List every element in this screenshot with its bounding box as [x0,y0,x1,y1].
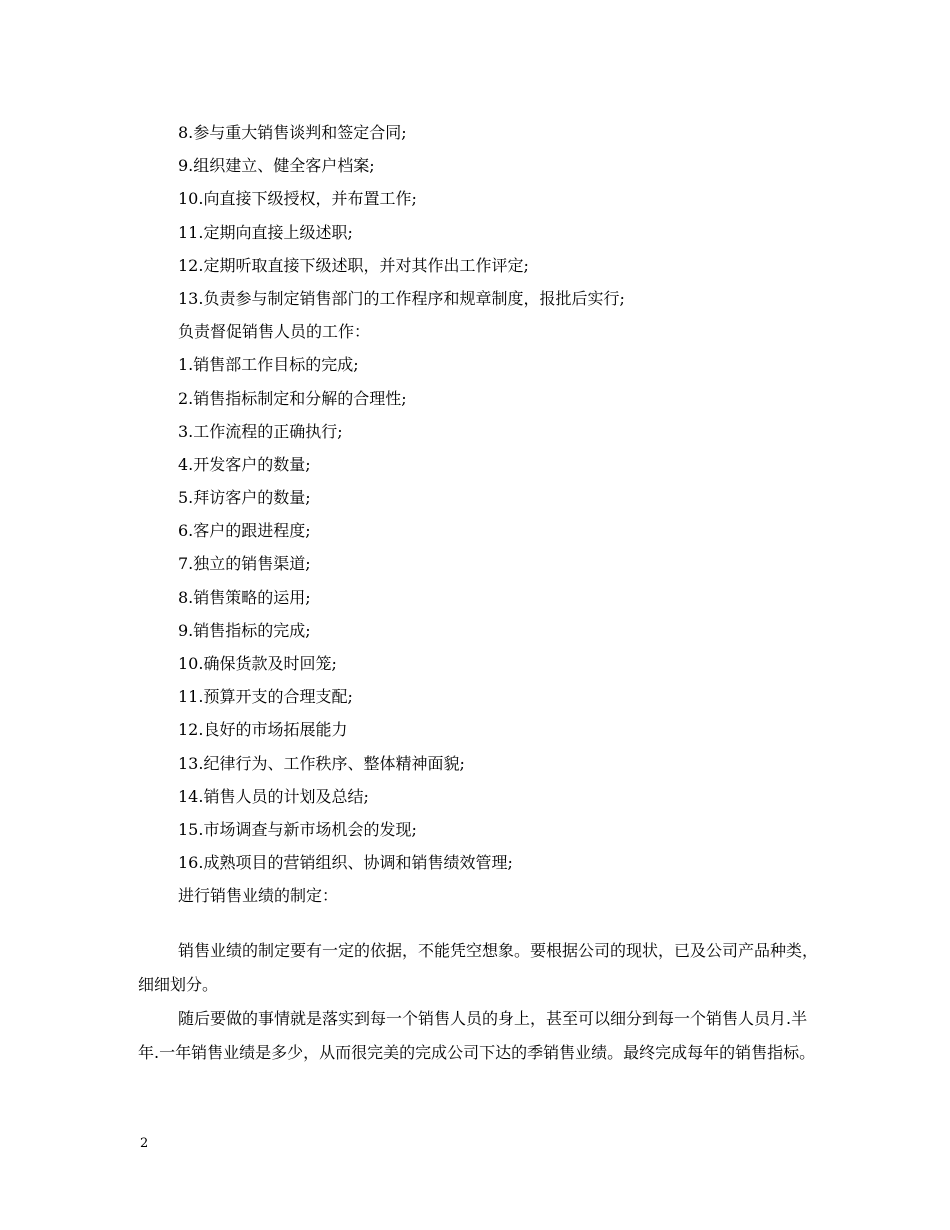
document-list [178,116,818,913]
list-item: 10.确保货款及时回笼; [178,654,337,673]
list-item: 2.销售指标制定和分解的合理性; [178,388,407,408]
body-paragraph: 销售业绩的制定要有一定的依据，不能凭空想象。要根据公司的现状，已及公司产品种类，细细划分。 [138,941,819,994]
body-paragraph: 随后要做的事情就是落实到每一个销售人员的身上，甚至可以细分到每一个销售人员月.半年.一年销售业绩是多少，从而很完美的完成公司下达的季销售业绩。最终完成每年的销售指标。 [138,1009,816,1062]
page-number: 2 [140,1136,149,1151]
section-heading: 进行销售业绩的制定： [178,886,339,906]
list-item: 16.成熟项目的营销组织、协调和销售绩效管理; [178,853,513,873]
section-heading: 负责督促销售人员的工作： [178,322,371,342]
list-item: 4.开发客户的数量; [178,454,311,474]
list-item: 5.拜访客户的数量; [178,488,311,508]
list-item: 8.参与重大销售谈判和签定合同; [178,123,407,142]
list-item: 14.销售人员的计划及总结; [178,786,369,806]
list-item: 11.预算开支的合理支配; [178,687,353,707]
list-item: 7.独立的销售渠道; [178,554,311,574]
list-item: 13.纪律行为、工作秩序、整体精神面貌; [178,753,465,773]
list-item: 3.工作流程的正确执行; [178,421,343,441]
list-item: 8.销售策略的运用; [178,587,311,607]
list-item: 6.客户的跟进程度; [178,521,311,541]
list-item: 11.定期向直接上级述职; [178,222,353,242]
list-item: 13.负责参与制定销售部门的工作程序和规章制度，报批后实行; [178,288,625,308]
list-item: 1.销售部工作目标的完成; [178,355,359,375]
list-item: 12.良好的市场拓展能力 [178,720,348,740]
list-item: 15.市场调查与新市场机会的发现; [178,819,417,839]
list-item: 10.向直接下级授权，并布置工作; [178,189,417,209]
list-item: 9.组织建立、健全客户档案; [178,156,375,176]
list-item: 12.定期听取直接下级述职，并对其作出工作评定; [178,255,529,275]
list-item: 9.销售指标的完成; [178,620,311,640]
